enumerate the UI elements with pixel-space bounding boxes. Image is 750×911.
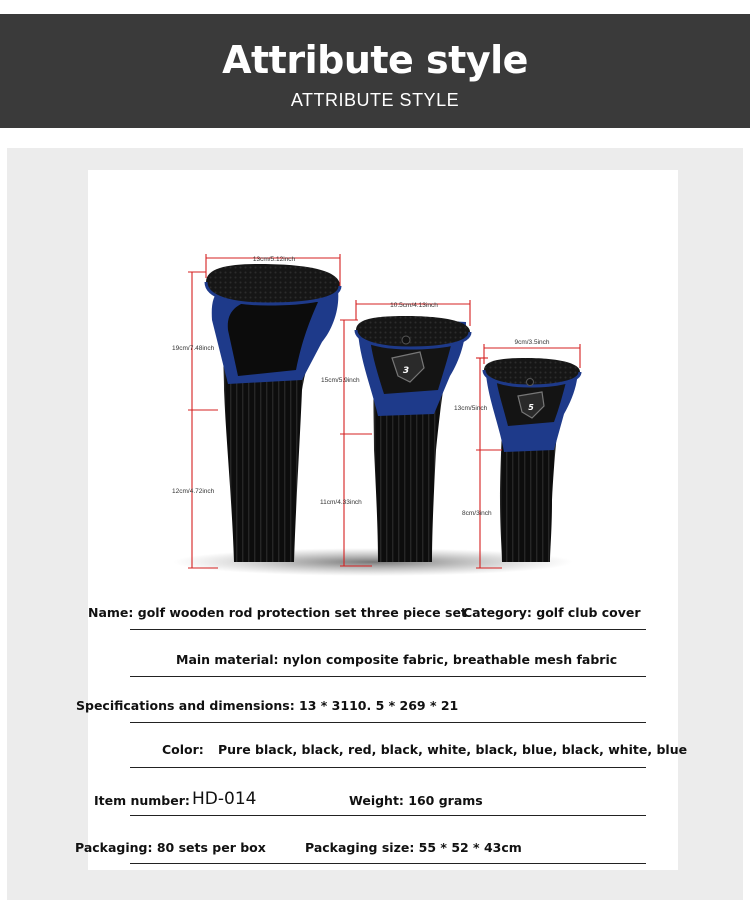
dim-medium-bottom: 11cm/4.33inch <box>320 499 362 506</box>
spec-item-label: Item number: <box>94 793 190 808</box>
headcover-medium <box>356 316 470 562</box>
tag-number-medium: 3 <box>402 366 410 376</box>
spec-packaging-size: Packaging size: 55 * 52 * 43cm <box>305 840 522 855</box>
divider <box>130 676 646 677</box>
header-banner <box>0 14 750 128</box>
spec-color-label: Color: <box>162 742 204 757</box>
divider <box>130 629 646 630</box>
divider <box>130 722 646 723</box>
headcover-small <box>484 358 580 562</box>
divider <box>130 863 646 864</box>
dim-small-width: 9cm/3.5inch <box>514 339 550 346</box>
spec-material: Main material: nylon composite fabric, breathable mesh fabric <box>176 652 618 667</box>
headcover-large <box>206 264 340 562</box>
tag-number-small: 5 <box>528 403 534 412</box>
product-image <box>88 170 678 590</box>
divider <box>130 815 646 816</box>
spec-packaging: Packaging: 80 sets per box <box>75 840 266 855</box>
divider <box>130 767 646 768</box>
dim-medium-top: 15cm/5.9inch <box>321 377 360 384</box>
spec-dimensions: Specifications and dimensions: 13 * 3110. 5 * 269 * 21 <box>76 698 459 713</box>
spec-category: Category: golf club cover <box>463 605 641 620</box>
dim-large-width: 13cm/5.12inch <box>252 256 296 263</box>
dim-large-top: 19cm/7.48inch <box>172 345 215 352</box>
spec-color-value: Pure black, black, red, black, white, black, blue, black, white, blue <box>218 742 688 757</box>
dim-small-bottom: 8cm/3inch <box>462 510 492 517</box>
dim-large-bottom: 12cm/4.72inch <box>172 488 215 495</box>
spec-weight: Weight: 160 grams <box>349 793 483 808</box>
dim-medium-width: 10.5cm/4.13inch <box>390 302 438 309</box>
banner-subtitle: ATTRIBUTE STYLE <box>290 90 460 110</box>
spec-name: Name: golf wooden rod protection set three piece set <box>88 605 467 620</box>
spec-item-value: HD-014 <box>192 789 257 809</box>
dim-small-top: 13cm/5inch <box>454 405 488 412</box>
banner-title: Attribute style <box>222 38 528 82</box>
